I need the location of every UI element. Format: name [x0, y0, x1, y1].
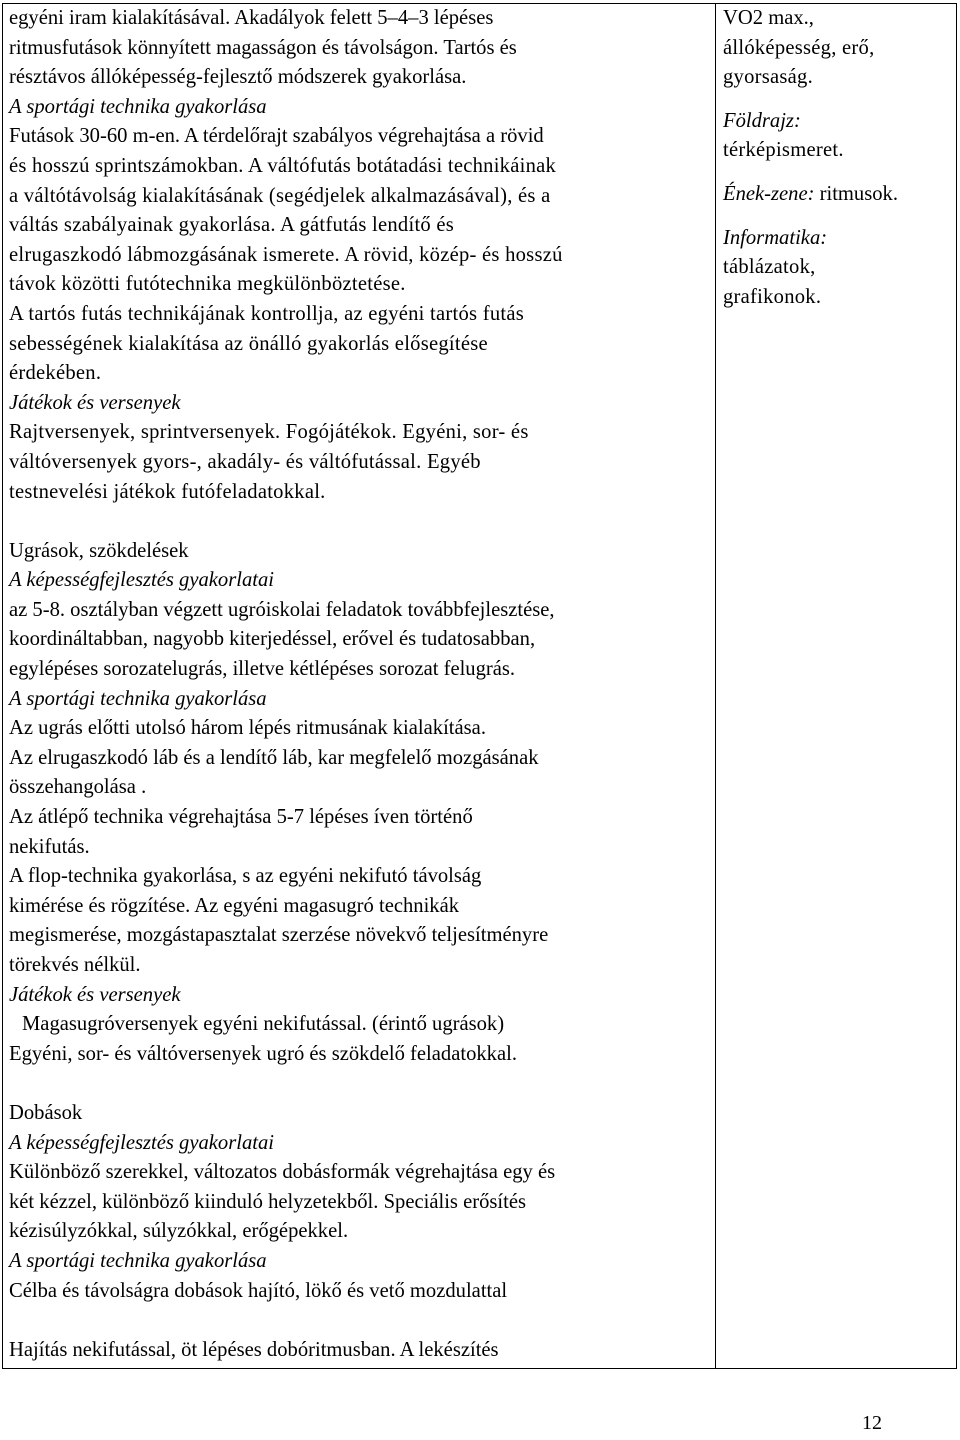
text-line: Rajtversenyek, sprintversenyek. Fogójátékok. Egyéni, sor- és: [9, 421, 529, 444]
text-line: váltóversenyek gyors-, akadály- és váltófutással. Egyéb: [9, 450, 481, 473]
side-text-line: állóképesség, erő,: [723, 36, 875, 59]
side-text-line: gyorsaság.: [723, 66, 814, 89]
text-line: testnevelési játékok futófeladatokkal.: [9, 480, 326, 503]
text-line: sebességének kialakítása az önálló gyakorlás elősegítése: [9, 332, 488, 355]
section-subheading: Játékok és versenyek: [9, 391, 181, 414]
text-line: kimérése és rögzítése. Az egyéni magasugró technikák: [9, 894, 460, 917]
text-line: Futások 30-60 m-en. A térdelőrajt szabályos végrehajtása a rövid: [9, 125, 544, 148]
side-text-line: táblázatok,: [723, 256, 816, 279]
text-line: A tartós futás technikájának kontrollja, az egyéni tartós futás: [9, 302, 524, 325]
text-line: a váltótávolság kialakításának (segédjelek alkalmazásával), és a: [9, 184, 551, 207]
section-subheading: A képességfejlesztés gyakorlatai: [9, 569, 274, 592]
text-line: elrugaszkodó lábmozgásának ismerete. A rövid, közép- és hosszú: [9, 243, 563, 266]
text-line: két kézzel, különböző kiinduló helyzetekből. Speciális erősítés: [9, 1190, 526, 1213]
text-line: az 5-8. osztályban végzett ugróiskolai feladatok továbbfejlesztése,: [9, 598, 555, 621]
column-divider: [715, 4, 716, 1368]
block-spacer: [723, 210, 953, 224]
text-line: Hajítás nekifutással, öt lépéses dobóritmusban. A lekészítés: [9, 1338, 499, 1361]
text-line: váltás szabályainak gyakorlása. A gátfutás lendítő és: [9, 214, 455, 237]
subject-label: Földrajz:: [723, 109, 801, 132]
text-line: Egyéni, sor- és váltóversenyek ugró és szökdelő feladatokkal.: [9, 1042, 517, 1065]
text-line: összehangolása .: [9, 776, 147, 799]
text-line: koordináltabban, nagyobb kiterjedéssel, erővel és tudatosabban,: [9, 628, 536, 651]
text-line: ritmusfutások könnyített magasságon és távolságon. Tartós és: [9, 36, 517, 59]
content-column: [9, 4, 711, 1365]
text-line: és hosszú sprintszámokban. A váltófutás botátadási technikáinak: [9, 154, 557, 177]
block-spacer: [723, 166, 953, 180]
text-line: A flop-technika gyakorlása, s az egyéni nekifutó távolság: [9, 865, 482, 888]
section-subheading: Játékok és versenyek: [9, 983, 181, 1006]
section-subheading: A sportági technika gyakorlása: [9, 687, 267, 710]
text-line: Dobások: [9, 1101, 83, 1124]
text-line: Az átlépő technika végrehajtása 5-7 lépéses íven történő: [9, 806, 473, 829]
text-line: egyéni iram kialakításával. Akadályok felett 5–4–3 lépéses: [9, 7, 494, 29]
section-subheading: A sportági technika gyakorlása: [9, 1249, 267, 1272]
text-line: Különböző szerekkel, változatos dobásformák végrehajtása egy és: [9, 1161, 556, 1184]
text-line: érdekében.: [9, 362, 102, 385]
text-line: Az ugrás előtti utolsó három lépés ritmusának kialakítása.: [9, 717, 486, 740]
blank-line: [9, 1069, 711, 1099]
side-text-line: VO2 max.,: [723, 7, 814, 29]
text-line: törekvés nélkül.: [9, 954, 141, 976]
text-line: megismerése, mozgástapasztalat szerzése növekvő teljesítményre: [9, 924, 549, 947]
text-line: résztávos állóképesség-fejlesztő módszerek gyakorlása.: [9, 66, 467, 89]
text-line: egylépéses sorozatelugrás, illetve kétlépéses sorozat felugrás.: [9, 658, 516, 681]
side-text-line: térképismeret.: [723, 139, 844, 162]
subject-label: Informatika:: [723, 226, 828, 249]
text-line: Magasugróversenyek egyéni nekifutással. (érintő ugrások): [22, 1013, 505, 1036]
subject-link: [723, 180, 953, 210]
subject-value: ritmusok.: [814, 182, 898, 205]
section-subheading: A sportági technika gyakorlása: [9, 95, 267, 118]
blank-line: [9, 507, 711, 537]
curriculum-table: [2, 3, 957, 1369]
subject-label: Ének-zene:: [723, 182, 815, 205]
blank-line: [9, 1306, 711, 1336]
text-line: Ugrások, szökdelések: [9, 539, 189, 562]
text-line: nekifutás.: [9, 835, 90, 858]
block-spacer: [723, 93, 953, 107]
text-line: Az elrugaszkodó láb és a lendítő láb, kar megfelelő mozgásának: [9, 746, 539, 769]
text-line: Célba és távolságra dobások hajító, lökő és vető mozdulattal: [9, 1279, 508, 1302]
text-line: kézisúlyzókkal, súlyzókkal, erőgépekkel.: [9, 1220, 349, 1243]
page-number: 12: [862, 1412, 882, 1434]
side-text-line: grafikonok.: [723, 285, 822, 308]
section-subheading: A képességfejlesztés gyakorlatai: [9, 1131, 274, 1154]
text-line: távok közötti futótechnika megkülönböztetése.: [9, 273, 406, 296]
cross-curricular-column: [723, 4, 953, 312]
